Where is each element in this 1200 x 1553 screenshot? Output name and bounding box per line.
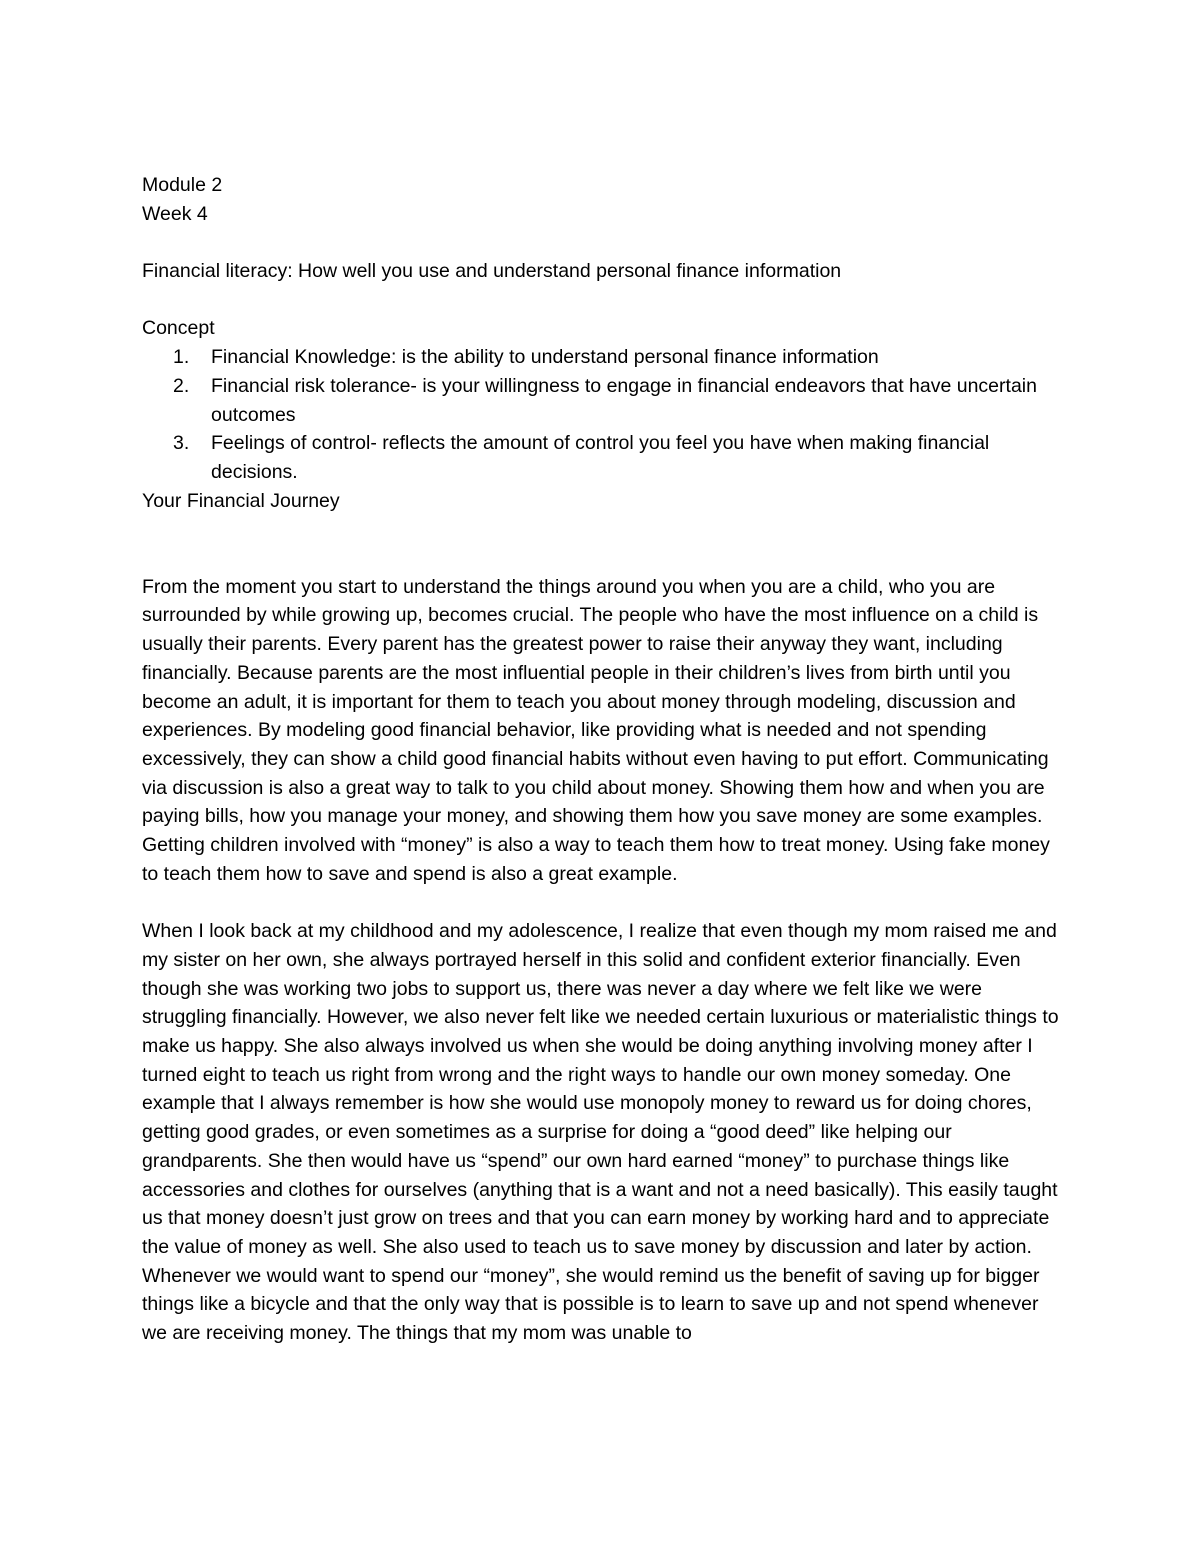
- concept-item-number: 3.: [173, 432, 190, 455]
- concept-item-text: Feelings of control- reflects the amount of control you feel you have when making financial decisions.: [211, 432, 990, 483]
- concept-item: [142, 343, 1062, 372]
- spacer: [142, 889, 1062, 918]
- journey-paragraph-1: From the moment you start to understand the things around you when you are a child, who you are surrounded by while growing up, becomes crucial. The people who have the most influence on a child is usually their parents. Every parent has the greatest power to raise their anyway they want, including financially. Because parents are the most influential people in their children’s lives from birth until you become an adult, it is important for them to teach you about money through modeling, discussion and experiences. By modeling good financial behavior, like providing what is needed and not spending excessively, they can show a child good financial habits without even having to put effort. Communicating via discussion is also a great way to talk to you child about money. Showing them how and when you are paying bills, how you manage your money, and showing them how you save money are some examples. Getting children involved with “money” is also a way to teach them how to treat money. Using fake money to teach them how to save and spend is also a great example.: [142, 575, 1056, 885]
- concept-item: [142, 429, 1062, 486]
- concept-list: [142, 343, 1062, 487]
- document-body: [142, 171, 1065, 1348]
- journey-paragraph-2: When I look back at my childhood and my adolescence, I realize that even though my mom raised me and my sister on her own, she always portrayed herself in this solid and confident exterior financially. Even though she was working two jobs to support us, there was never a day where we felt like we were struggling financially. However, we also never felt like we needed certain luxurious or materialistic things to make us happy. She also always involved us when she would be doing anything involving money after I turned eight to teach us right from wrong and the right ways to handle our own money someday. One example that I always remember is how she would use monopoly money to reward us for doing chores, getting good grades, or even sometimes as a surprise for doing a “good deed” like helping our grandparents. She then would have us “spend” our own hard earned “money” to purchase things like accessories and clothes for ourselves (anything that is a want and not a need basically). This easily taught us that money doesn’t just grow on trees and that you can earn money by working hard and to appreciate the value of money as well. She also used to teach us to save money by discussion and later by action. Whenever we would want to spend our “money”, she would remind us the benefit of saving up for bigger things like a bicycle and that the only way that is possible is to learn to save up and not spend whenever we are receiving money. The things that my mom was unable to: [142, 920, 1065, 1345]
- module-label: Module 2: [142, 174, 223, 196]
- spacer: [142, 544, 1062, 573]
- spacer: [142, 228, 1062, 257]
- spacer: [142, 286, 1062, 315]
- journey-heading: Your Financial Journey: [142, 489, 340, 512]
- financial-literacy-definition: Financial literacy: How well you use and understand personal finance information: [142, 260, 842, 283]
- concept-item-text: Financial Knowledge: is the ability to understand personal finance information: [211, 346, 879, 369]
- week-label: Week 4: [142, 202, 208, 225]
- concept-item-text: Financial risk tolerance- is your willingness to engage in financial endeavors that have uncertain outcomes: [211, 374, 1037, 426]
- concept-item-number: 1.: [173, 346, 190, 369]
- concept-item: [142, 372, 1062, 429]
- spacer: [142, 515, 1062, 544]
- concept-heading: Concept: [142, 317, 215, 340]
- concept-item-number: 2.: [173, 374, 190, 397]
